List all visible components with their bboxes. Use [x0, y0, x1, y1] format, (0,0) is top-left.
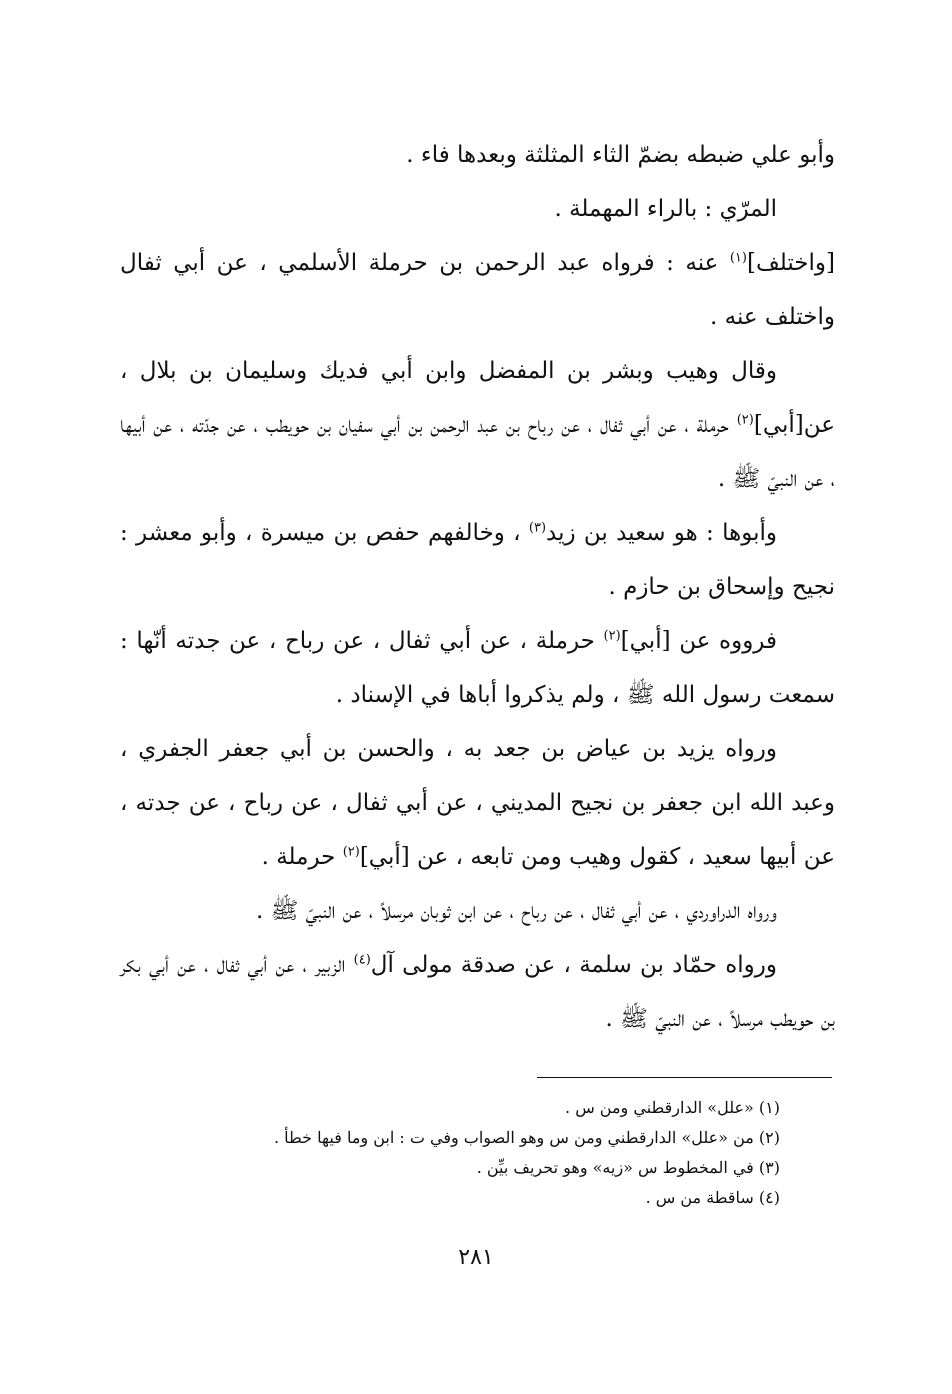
- footnote-ref-4: (٤): [353, 952, 371, 968]
- paragraph-3-text-before: [واختلف]: [746, 250, 835, 276]
- paragraph-8: [120, 884, 835, 938]
- paragraph-2-text: المرّي : بالراء المهملة .: [554, 196, 777, 222]
- footnote-1: (١) «علل» الدارقطني ومن س .: [565, 1098, 780, 1117]
- paragraph-3: [120, 236, 835, 344]
- paragraph-6: [120, 614, 835, 722]
- paragraph-6-text-after: حرملة ، عن أبي ثفال ، عن رباح ، عن جدته أنّها : سمعت رسول الله ﷺ ، ولم يذكروا أباها في الإسناد .: [120, 628, 835, 708]
- main-text: [120, 128, 835, 1046]
- paragraph-1: [120, 128, 835, 182]
- paragraph-9: [120, 938, 835, 1046]
- paragraph-1-text: وأبو علي ضبطه بضمّ الثاء المثلثة وبعدها فاء .: [406, 142, 835, 168]
- paragraph-7-text-after: حرملة .: [261, 844, 343, 870]
- paragraph-2: [120, 182, 835, 236]
- paragraph-9-text-after: الزبير ، عن أبي ثفال ، عن أبي بكر بن حويطب مرسلاً ، عن النبيّ ﷺ .: [120, 952, 835, 1032]
- paragraph-7: [120, 722, 835, 884]
- footnotes: [120, 1093, 780, 1213]
- paragraph-3-text-after: عنه : فرواه عبد الرحمن بن حرملة الأسلمي ، عن أبي ثفال واختلف عنه .: [120, 250, 835, 330]
- footnote-ref-2c: (٢): [342, 844, 360, 860]
- paragraph-8-text: ورواه الدراوردي ، عن أبي ثفال ، عن رباح ، عن ابن ثوبان مرسلاً ، عن النبيّ ﷺ .: [255, 898, 777, 924]
- footnote-ref-3: (٣): [528, 520, 547, 536]
- paragraph-5-text-before: وأبوها : هو سعيد بن زيد: [546, 520, 777, 546]
- paragraph-5: [120, 506, 835, 614]
- footnote-ref-2: (٢): [736, 412, 754, 428]
- footnote-2: (٢) من «علل» الدارقطني ومن س وهو الصواب وفي ت : ابن وما فيها خطأ .: [273, 1128, 780, 1147]
- footnote-separator: [537, 1077, 832, 1078]
- page-number: ٢٨١: [458, 1245, 494, 1270]
- footnote-4: (٤) ساقطة من س .: [645, 1188, 780, 1207]
- paragraph-4-text-after: حرملة ، عن أبي ثفال ، عن رباح بن عبد الرحمن بن أبي سفيان بن حويطب ، عن جدّته ، عن أبيها ، عن النبيّ ﷺ .: [120, 412, 835, 492]
- paragraph-4: [120, 344, 835, 506]
- paragraph-9-text-before: ورواه حمّاد بن سلمة ، عن صدقة مولى آل: [370, 952, 777, 978]
- paragraph-5-text-after: ، وخالفهم حفص بن ميسرة ، وأبو معشر : نجيح وإسحاق بن حازم .: [120, 520, 835, 600]
- paragraph-6-text-before: فرووه عن [أبي]: [620, 628, 777, 654]
- footnote-ref-1: (١): [729, 250, 747, 266]
- paragraph-7-text-before: ورواه يزيد بن عياض بن جعد به ، والحسن بن أبي جعفر الجفري ، وعبد الله ابن جعفر بن نجيح المديني ، عن أبي ثفال ، عن رباح ، عن جدته ، عن أبيها سعيد ، كقول وهيب ومن تابعه ، عن [أبي]: [120, 736, 835, 870]
- paragraph-4-text-before: وقال وهيب وبشر بن المفضل وابن أبي فديك وسليمان بن بلال ، عن[أبي]: [120, 358, 835, 438]
- footnote-ref-2b: (٢): [603, 628, 621, 644]
- footnote-3: (٣) في المخطوط س «زيه» وهو تحريف بيِّن .: [476, 1158, 780, 1177]
